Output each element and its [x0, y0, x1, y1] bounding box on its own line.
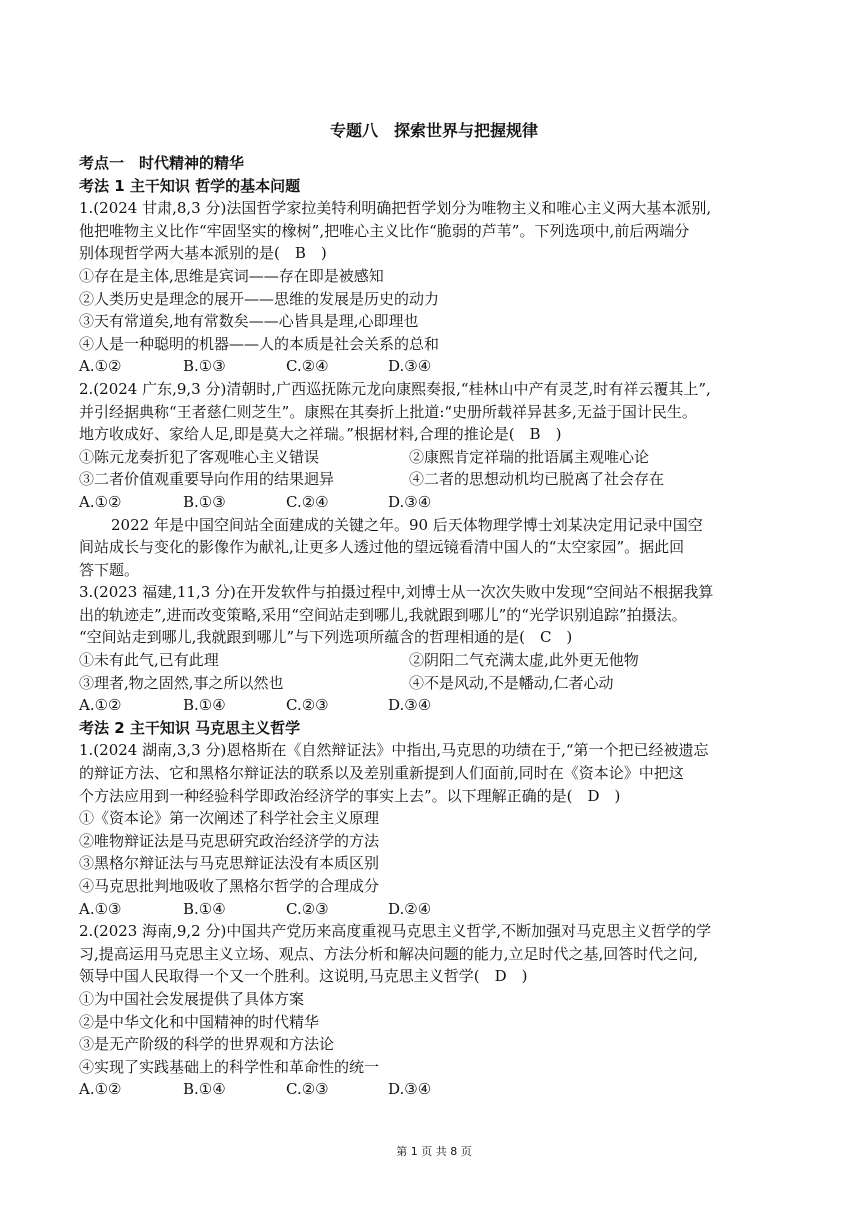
answer-options	[79, 355, 791, 378]
option-d: D.③④	[388, 357, 432, 376]
option-d: D.③④	[388, 696, 432, 715]
page-number: 第 1 页 共 8 页	[396, 1145, 472, 1158]
question-stem-line: 2.(2023 海南,9,2 分)中国共产党历来高度重视马克思主义哲学,不断加强对马克思主义哲学的学	[79, 922, 712, 941]
statement-item: ①陈元龙奏折犯了客观唯心主义错误	[79, 447, 320, 466]
option-b: B.①④	[183, 696, 226, 715]
option-a: A.①③	[79, 899, 122, 918]
question-stem-line: 2.(2024 广东,9,3 分)清朝时,广西巡抚陈元龙向康熙奏报,“桂林山中产有灵芝,时有祥云覆其上”,	[79, 379, 711, 398]
option-a: A.①②	[79, 492, 122, 511]
question-stem-line: 地方收成好、家给人足,即是莫大之祥瑞。”根据材料,合理的推论是( B )	[79, 425, 562, 444]
method-heading: 考法 1 主干知识 哲学的基本问题	[79, 176, 301, 195]
statement-item: ①未有此气,已有此理	[79, 651, 219, 670]
option-c: C.②③	[286, 696, 329, 715]
question-stem-line: 1.(2024 湖南,3,3 分)恩格斯在《自然辩证法》中指出,马克思的功绩在于,“第一个把已经被遗忘	[79, 741, 709, 760]
question-stem-line: 的辩证方法、它和黑格尔辩证法的联系以及差别重新提到人们面前,同时在《资本论》中把这	[79, 764, 684, 783]
option-b: B.①④	[183, 1080, 226, 1099]
option-b: B.①③	[183, 357, 226, 376]
question-4	[79, 739, 791, 920]
statement-item: ①《资本论》第一次阐述了科学社会主义原理	[79, 809, 380, 828]
option-c: C.②③	[286, 1080, 329, 1099]
option-a: A.①②	[79, 1080, 122, 1099]
reading-passage	[79, 514, 791, 582]
document-body	[79, 152, 791, 1101]
statement-item: ④不是风动,不是幡动,仁者心动	[409, 673, 614, 692]
option-b: B.①③	[183, 492, 226, 511]
statement-item: ④人是一种聪明的机器——人的本质是社会关系的总和	[79, 334, 440, 353]
statement-row	[79, 672, 791, 695]
statement-item: ②人类历史是理念的展开——思维的发展是历史的动力	[79, 289, 440, 308]
statement-item: ④二者的思想动机均已脱离了社会存在	[409, 470, 665, 489]
question-stem-line: “空间站走到哪儿,我就跟到哪儿”与下列选项所蕴含的哲理相通的是( C )	[79, 628, 573, 647]
option-c: C.②④	[286, 492, 329, 511]
statement-item: ③二者价值观重要导向作用的结果迥异	[79, 470, 335, 489]
statement-row	[79, 649, 791, 672]
question-stem-line: 1.(2024 甘肃,8,3 分)法国哲学家拉美特利明确把哲学划分为唯物主义和唯心主义两大基本派别,	[79, 199, 712, 218]
passage-line: 答下题。	[79, 560, 140, 579]
option-d: D.③④	[388, 1080, 432, 1099]
passage-line: 2022 年是中国空间站全面建成的关键之年。90 后天体物理学博士刘某决定用记录中国空	[111, 515, 703, 534]
statement-item: ①存在是主体,思维是宾词——存在即是被感知	[79, 266, 384, 285]
question-stem-line: 领导中国人民取得一个又一个胜利。这说明,马克思主义哲学( D )	[79, 967, 528, 986]
option-b: B.①④	[183, 899, 226, 918]
page-title: 专题八 探索世界与把握规律	[329, 121, 538, 140]
statement-item: ②唯物辩证法是马克思研究政治经济学的方法	[79, 831, 380, 850]
question-stem-line: 出的轨迹走”,进而改变策略,采用“空间站走到哪儿,我就跟到哪儿”的“光学识别追踪”拍摄法。	[79, 605, 687, 624]
question-1	[79, 197, 791, 378]
answer-options	[79, 694, 791, 717]
question-5	[79, 920, 791, 1101]
question-stem-line: 别体现哲学两大基本派别的是( B )	[79, 244, 327, 263]
question-3	[79, 581, 791, 717]
option-d: D.③④	[388, 492, 432, 511]
statement-item: ②康熙肯定祥瑞的批语属主观唯心论	[409, 447, 650, 466]
question-stem-line: 个方法应用到一种经验科学即政治经济学的事实上去”。以下理解正确的是( D )	[79, 786, 621, 805]
statement-item: ①为中国社会发展提供了具体方案	[79, 989, 305, 1008]
answer-options	[79, 898, 791, 921]
method-heading: 考法 2 主干知识 马克思主义哲学	[79, 718, 301, 737]
statement-item: ③理者,物之固然,事之所以然也	[79, 673, 284, 692]
question-stem-line: 3.(2023 福建,11,3 分)在开发软件与拍摄过程中,刘博士从一次次失败中发现“空间站不根据我算	[79, 583, 714, 602]
option-c: C.②④	[286, 357, 329, 376]
statement-item: ③天有常道矣,地有常数矣——心皆具是理,心即理也	[79, 312, 419, 331]
statement-item: ④实现了实践基础上的科学性和革命性的统一	[79, 1057, 380, 1076]
statement-item: ④马克思批判地吸收了黑格尔哲学的合理成分	[79, 877, 380, 895]
answer-options	[79, 1078, 791, 1101]
statement-item: ③是无产阶级的科学的世界观和方法论	[79, 1035, 335, 1054]
passage-line: 间站成长与变化的影像作为献礼,让更多人透过他的望远镜看清中国人的“太空家园”。据此回	[79, 538, 685, 557]
statement-item: ③黑格尔辩证法与马克思辩证法没有本质区别	[79, 854, 380, 873]
option-a: A.①②	[79, 357, 122, 376]
question-2	[79, 378, 791, 514]
statement-row	[79, 468, 791, 491]
section-heading: 考点一 时代精神的精华	[79, 154, 245, 172]
question-stem-line: 他把唯物主义比作“牢固坚实的橡树”,把唯心主义比作“脆弱的芦苇”。下列选项中,前后两端分	[79, 221, 690, 240]
statement-row	[79, 446, 791, 469]
statement-item: ②阴阳二气充满太虚,此外更无他物	[409, 651, 639, 670]
option-c: C.②③	[286, 899, 329, 918]
question-stem-line: 习,提高运用马克思主义立场、观点、方法分析和解决问题的能力,立足时代之基,回答时代之问,	[79, 944, 699, 963]
answer-options	[79, 491, 791, 514]
option-a: A.①②	[79, 696, 122, 715]
option-d: D.②④	[388, 899, 432, 918]
statement-item: ②是中华文化和中国精神的时代精华	[79, 1012, 320, 1031]
question-stem-line: 并引经据典称“王者慈仁则芝生”。康熙在其奏折上批道:“史册所载祥异甚多,无益于国计民生。	[79, 402, 697, 421]
